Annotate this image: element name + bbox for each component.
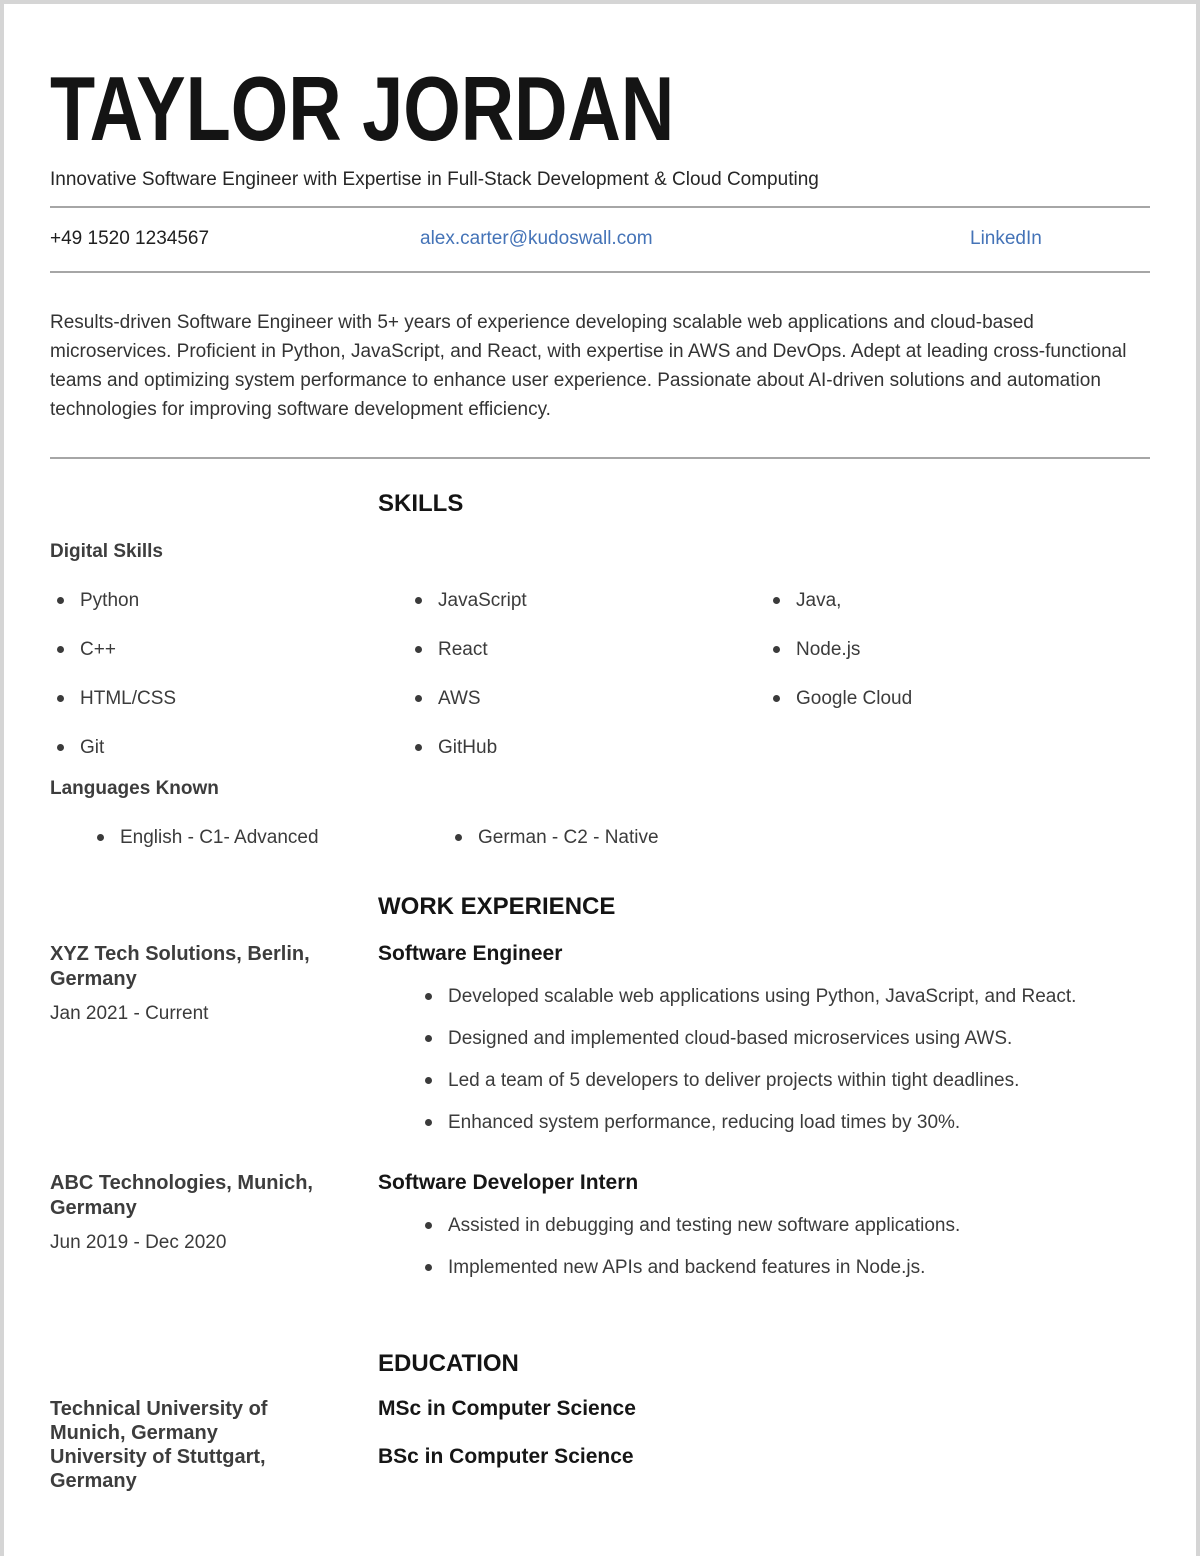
bullet-dot-icon bbox=[773, 597, 780, 604]
bullet-dot-icon bbox=[425, 1222, 432, 1229]
skill-item bbox=[408, 687, 766, 710]
job-meta bbox=[50, 1171, 378, 1295]
job-bullet-text: Implemented new APIs and backend features in Node.js. bbox=[448, 1257, 926, 1278]
skill-label: React bbox=[438, 639, 488, 660]
job-bullet bbox=[418, 1111, 1150, 1134]
bullet-dot-icon bbox=[415, 646, 422, 653]
email-link[interactable]: alex.carter@kudoswall.com bbox=[420, 228, 653, 249]
bullet-dot-icon bbox=[57, 597, 64, 604]
digital-skills-heading: Digital Skills bbox=[50, 541, 163, 562]
languages-list bbox=[50, 800, 1150, 849]
skill-item bbox=[408, 638, 766, 661]
language-label: German - C2 - Native bbox=[478, 827, 659, 848]
skill-label: Python bbox=[80, 590, 140, 611]
skills-column-2 bbox=[408, 563, 766, 759]
school-name: Technical University of Munich, Germany bbox=[50, 1398, 268, 1444]
job-bullet bbox=[418, 1069, 1150, 1092]
job-title: Software Developer Intern bbox=[378, 1171, 639, 1194]
job-bullet-text: Led a team of 5 developers to deliver projects within tight deadlines. bbox=[448, 1070, 1020, 1091]
professional-summary: Results-driven Software Engineer with 5+ years of experience developing scalable web applications and cloud-based microservices. Proficient in Python, JavaScript, and React, with expertise in AWS and DevOps. Adept at leading cross-functional teams and optimizing system performance to enhance user experience. Passionate about AI-driven solutions and automation technologies for improving software development efficiency. bbox=[50, 312, 1127, 420]
skill-item bbox=[408, 589, 766, 612]
job-bullet bbox=[418, 1027, 1150, 1050]
skill-item bbox=[50, 736, 408, 759]
skill-label: AWS bbox=[438, 688, 481, 709]
education-entry bbox=[50, 1397, 1150, 1445]
education-entry bbox=[50, 1445, 1150, 1493]
job-bullet-text: Enhanced system performance, reducing load times by 30%. bbox=[448, 1112, 961, 1133]
bullet-dot-icon bbox=[57, 646, 64, 653]
language-item bbox=[90, 826, 448, 849]
headline: Innovative Software Engineer with Expertise in Full-Stack Development & Cloud Computing bbox=[50, 169, 819, 190]
language-label: English - C1- Advanced bbox=[120, 827, 319, 848]
skill-item bbox=[766, 589, 1150, 612]
job-bullet-text: Developed scalable web applications using Python, JavaScript, and React. bbox=[448, 986, 1077, 1007]
job-bullet bbox=[418, 1214, 1150, 1237]
skill-label: GitHub bbox=[438, 737, 498, 758]
languages-heading: Languages Known bbox=[50, 778, 219, 799]
skills-column-1 bbox=[50, 563, 408, 759]
job-entry bbox=[50, 1171, 1150, 1295]
skills-column-3 bbox=[766, 563, 1150, 759]
job-entry bbox=[50, 942, 1150, 1150]
skill-label: Google Cloud bbox=[796, 688, 913, 709]
job-meta bbox=[50, 942, 378, 1150]
divider bbox=[50, 457, 1150, 459]
skill-item bbox=[766, 687, 1150, 710]
job-bullet-text: Assisted in debugging and testing new software applications. bbox=[448, 1215, 961, 1236]
language-item bbox=[448, 826, 806, 849]
skill-label: HTML/CSS bbox=[80, 688, 177, 709]
divider bbox=[50, 271, 1150, 273]
contact-bar bbox=[50, 208, 1150, 271]
degree-name: BSc in Computer Science bbox=[378, 1445, 634, 1468]
skill-label: Java, bbox=[796, 590, 842, 611]
job-bullet-list bbox=[378, 985, 1150, 1134]
job-bullet-text: Designed and implemented cloud-based microservices using AWS. bbox=[448, 1028, 1013, 1049]
skills-heading: SKILLS bbox=[378, 490, 464, 517]
education-heading: EDUCATION bbox=[378, 1350, 519, 1377]
education-rows bbox=[50, 1397, 1150, 1493]
linkedin-link[interactable]: LinkedIn bbox=[970, 228, 1042, 249]
job-title: Software Engineer bbox=[378, 942, 563, 965]
bullet-dot-icon bbox=[415, 597, 422, 604]
job-dates: Jan 2021 - Current bbox=[50, 1003, 209, 1024]
skill-label: Node.js bbox=[796, 639, 861, 660]
job-bullet bbox=[418, 1256, 1150, 1279]
bullet-dot-icon bbox=[425, 1035, 432, 1042]
work-experience-section bbox=[50, 893, 1150, 1295]
skill-item bbox=[50, 687, 408, 710]
company-name: XYZ Tech Solutions, Berlin, Germany bbox=[50, 943, 310, 990]
school-name: University of Stuttgart, Germany bbox=[50, 1446, 266, 1492]
job-bullet-list bbox=[378, 1214, 1150, 1279]
skill-item bbox=[50, 638, 408, 661]
phone-number: +49 1520 1234567 bbox=[50, 228, 210, 249]
bullet-dot-icon bbox=[425, 1077, 432, 1084]
skill-label: Git bbox=[80, 737, 105, 758]
candidate-name: TAYLOR JORDAN bbox=[50, 57, 675, 160]
bullet-dot-icon bbox=[425, 1264, 432, 1271]
bullet-dot-icon bbox=[455, 834, 462, 841]
bullet-dot-icon bbox=[773, 695, 780, 702]
bullet-dot-icon bbox=[57, 744, 64, 751]
bullet-dot-icon bbox=[57, 695, 64, 702]
skill-label: JavaScript bbox=[438, 590, 527, 611]
skill-item bbox=[50, 589, 408, 612]
work-experience-heading: WORK EXPERIENCE bbox=[378, 893, 616, 920]
skill-item bbox=[408, 736, 766, 759]
education-section bbox=[50, 1350, 1150, 1493]
bullet-dot-icon bbox=[773, 646, 780, 653]
skills-section bbox=[50, 490, 1150, 849]
skill-label: C++ bbox=[80, 639, 116, 660]
job-bullet bbox=[418, 985, 1150, 1008]
bullet-dot-icon bbox=[415, 744, 422, 751]
bullet-dot-icon bbox=[425, 1119, 432, 1126]
bullet-dot-icon bbox=[425, 993, 432, 1000]
job-dates: Jun 2019 - Dec 2020 bbox=[50, 1232, 227, 1253]
job-details bbox=[378, 942, 1150, 1150]
digital-skills-grid bbox=[50, 563, 1150, 759]
bullet-dot-icon bbox=[415, 695, 422, 702]
degree-name: MSc in Computer Science bbox=[378, 1397, 636, 1420]
bullet-dot-icon bbox=[97, 834, 104, 841]
skill-item bbox=[766, 638, 1150, 661]
job-details bbox=[378, 1171, 1150, 1295]
company-name: ABC Technologies, Munich, Germany bbox=[50, 1172, 313, 1219]
